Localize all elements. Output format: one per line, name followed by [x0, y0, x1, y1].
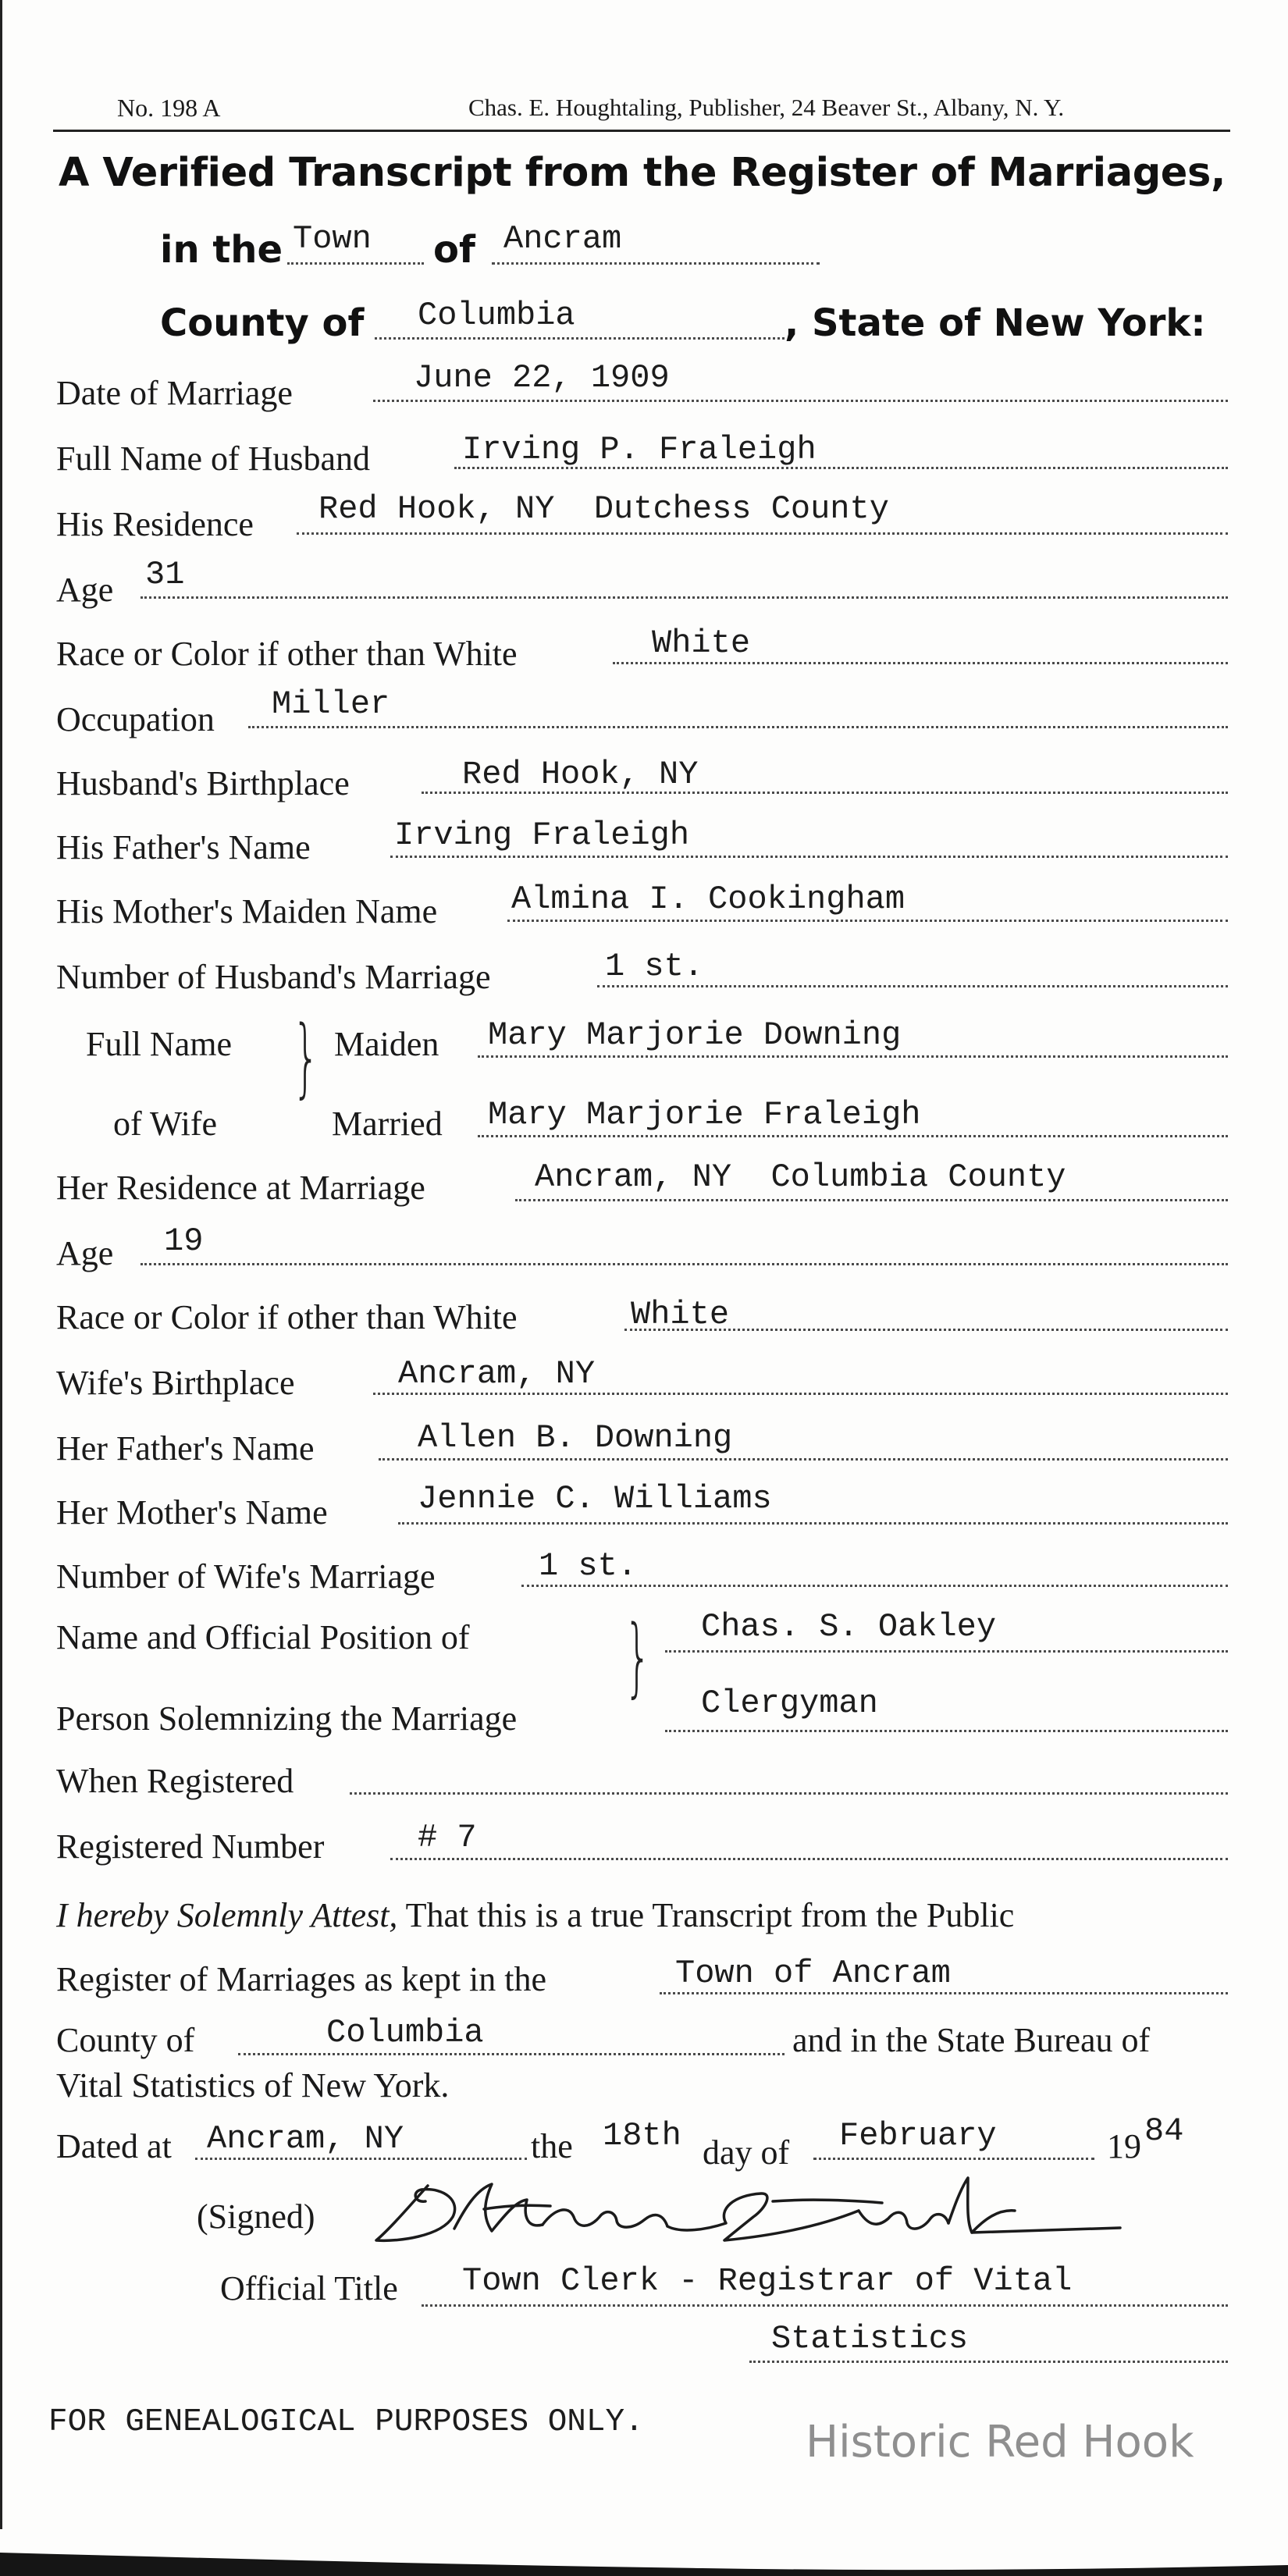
day-of-label: day of [703, 2133, 790, 2172]
officiant-name-value: Chas. S. Oakley [701, 1608, 997, 1646]
signed-label: (Signed) [197, 2197, 315, 2236]
the-label: the [531, 2127, 573, 2165]
in-the-label: in the [160, 228, 283, 272]
wife-race-value: White [631, 1296, 730, 1333]
husband-marriage-number-label: Number of Husband's Marriage [56, 958, 491, 996]
husband-father-value: Irving Fraleigh [394, 817, 690, 854]
dated-day-value: 18th [603, 2117, 681, 2154]
attestation-line4: Vital Statistics of New York. [56, 2066, 450, 2105]
husband-name-label: Full Name of Husband [56, 439, 371, 478]
publisher-line: Chas. E. Houghtaling, Publisher, 24 Beaver St., Albany, N. Y. [468, 94, 1065, 121]
occupation-value: Miller [272, 685, 390, 723]
officiant-position-value: Clergyman [701, 1685, 878, 1722]
dated-place-value: Ancram, NY [207, 2120, 404, 2158]
watermark: Historic Red Hook [806, 2417, 1194, 2467]
state-bureau-text: and in the State Bureau of [792, 2021, 1151, 2059]
husband-father-label: His Father's Name [56, 828, 311, 866]
wife-birthplace-value: Ancram, NY [398, 1355, 596, 1393]
officiant-brace: } [624, 1606, 652, 1706]
attestation-intro: I hereby Solemnly Attest, [56, 1896, 398, 1934]
officiant-label-line1: Name and Official Position of [56, 1618, 470, 1656]
form-number: No. 198 A [117, 94, 221, 122]
county-value: Columbia [418, 297, 575, 334]
of-label: of [433, 228, 475, 272]
attestation-county-label: County of [56, 2021, 195, 2059]
wife-of-wife-label: of Wife [113, 1105, 218, 1143]
wife-residence-value: Ancram, NY Columbia County [535, 1158, 1066, 1196]
husband-race-value: White [652, 624, 751, 662]
date-of-marriage-label: Date of Marriage [56, 374, 293, 412]
wife-race-label: Race or Color if other than White [56, 1298, 518, 1336]
husband-birthplace-label: Husband's Birthplace [56, 764, 350, 802]
wife-residence-label: Her Residence at Marriage [56, 1169, 425, 1207]
official-title-line1: Town Clerk - Registrar of Vital [462, 2262, 1073, 2300]
husband-marriage-number-value: 1 st. [605, 948, 704, 985]
wife-mother-label: Her Mother's Name [56, 1493, 328, 1532]
when-registered-label: When Registered [56, 1762, 294, 1800]
date-of-marriage-value: June 22, 1909 [414, 359, 670, 397]
genealogical-notice: FOR GENEALOGICAL PURPOSES ONLY. [48, 2404, 644, 2440]
dated-month-value: February [839, 2117, 997, 2154]
attestation-line2-label: Register of Marriages as kept in the [56, 1960, 547, 1998]
husband-mother-label: His Mother's Maiden Name [56, 892, 438, 930]
attestation-line1-rest: That this is a true Transcript from the Public [405, 1896, 1015, 1934]
husband-age-label: Age [56, 571, 114, 609]
wife-maiden-name-value: Mary Marjorie Downing [488, 1016, 902, 1054]
husband-age-value: 31 [145, 556, 185, 593]
husband-mother-value: Almina I. Cookingham [511, 881, 906, 918]
attestation-county-value: Columbia [326, 2014, 484, 2051]
husband-birthplace-value: Red Hook, NY [462, 756, 699, 793]
husband-residence-value: Red Hook, NY Dutchess County [318, 490, 889, 528]
occupation-label: Occupation [56, 700, 215, 738]
handwritten-signature [367, 2154, 1132, 2264]
registered-number-value: # 7 [418, 1819, 477, 1856]
husband-name-value: Irving P. Fraleigh [462, 431, 817, 468]
official-title-label: Official Title [220, 2269, 398, 2307]
maiden-label: Maiden [334, 1025, 439, 1063]
attestation-line1 [56, 1895, 1014, 1935]
officiant-label-line2: Person Solemnizing the Marriage [56, 1699, 518, 1738]
wife-married-name-value: Mary Marjorie Fraleigh [488, 1096, 921, 1133]
wife-mother-value: Jennie C. Williams [418, 1480, 772, 1517]
scan-left-edge [0, 0, 2, 2529]
scan-bottom-edge [0, 2529, 1288, 2576]
husband-race-label: Race or Color if other than White [56, 635, 518, 673]
state-text: , State of New York: [785, 301, 1206, 345]
dated-at-label: Dated at [56, 2127, 172, 2165]
attestation-kept-in-value: Town of Ancram [675, 1955, 951, 1992]
wife-father-value: Allen B. Downing [418, 1419, 733, 1457]
document-title: A Verified Transcript from the Register of Marriages, [59, 150, 1226, 196]
wife-name-brace: } [292, 1007, 320, 1107]
husband-residence-label: His Residence [56, 505, 254, 543]
county-label: County of [160, 301, 365, 345]
wife-age-label: Age [56, 1234, 114, 1272]
year-suffix-value: 84 [1144, 2112, 1184, 2150]
year-prefix: 19 [1107, 2127, 1141, 2165]
header-rule [53, 130, 1230, 132]
municipality-type: Town [293, 220, 372, 258]
wife-birthplace-label: Wife's Birthplace [56, 1364, 295, 1402]
municipality-name: Ancram [503, 220, 622, 258]
registered-number-label: Registered Number [56, 1827, 325, 1866]
wife-full-name-label: Full Name [86, 1025, 232, 1063]
official-title-line2: Statistics [771, 2320, 969, 2357]
wife-age-value: 19 [164, 1222, 204, 1260]
wife-father-label: Her Father's Name [56, 1429, 315, 1468]
wife-marriage-number-label: Number of Wife's Marriage [56, 1557, 436, 1596]
wife-marriage-number-value: 1 st. [539, 1547, 638, 1585]
married-label: Married [332, 1105, 443, 1143]
